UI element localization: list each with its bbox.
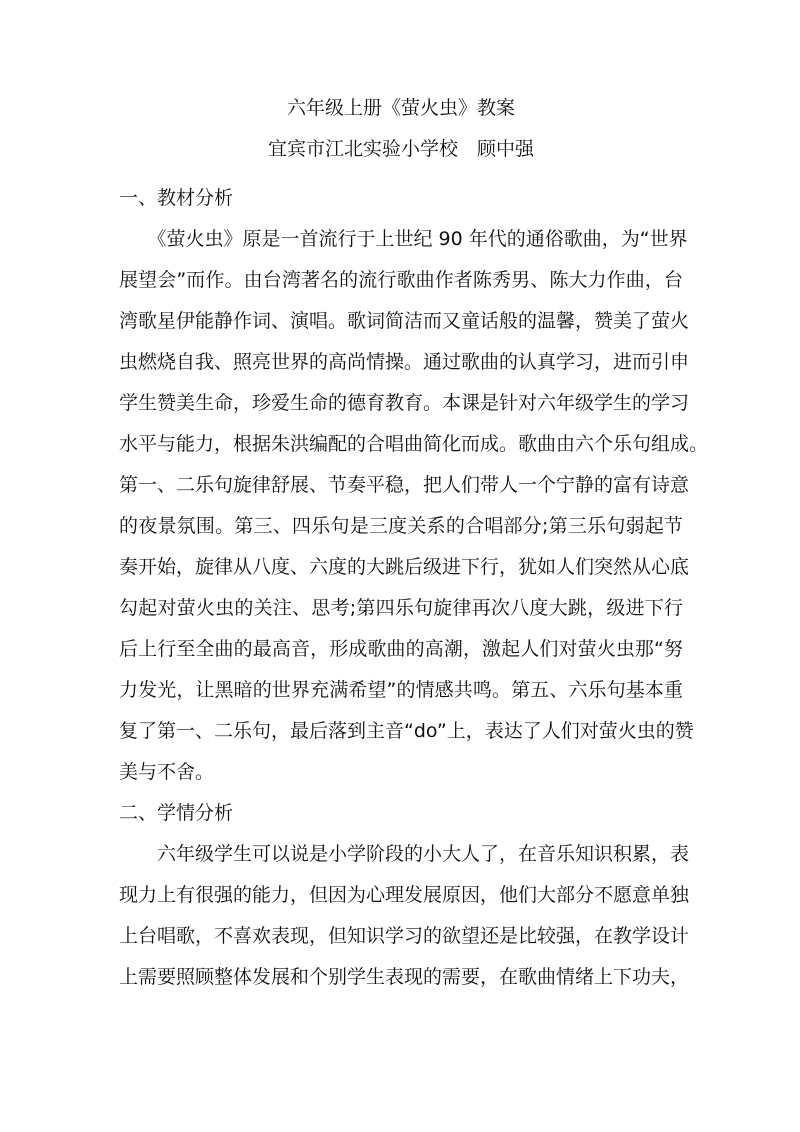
paragraph-line: 第一、二乐句旋律舒展、节奏平稳，把人们带人一个宁静的富有诗意 [119, 474, 690, 496]
paragraph-line: 《萤火虫》原是一首流行于上世纪 90 年代的通俗歌曲，为“世界 [119, 228, 688, 250]
paragraph-line: 复了第一、二乐句，最后落到主音“do”上，表达了人们对萤火虫的赞 [119, 720, 694, 742]
paragraph-line: 勾起对萤火虫的关注、思考;第四乐句旋律再次八度大跳，级进下行 [119, 597, 683, 619]
paragraph-line: 的夜景氛围。第三、四乐句是三度关系的合唱部分;第三乐句弱起节 [119, 515, 683, 537]
section-textbook-analysis [119, 178, 709, 793]
paragraph-line: 虫燃烧自我、照亮世界的高尚情操。通过歌曲的认真学习，进而引申 [119, 351, 690, 373]
paragraph-line: 湾歌星伊能静作词、演唱。歌词简洁而又童话般的温馨，赞美了萤火 [119, 310, 690, 332]
section-student-analysis [119, 793, 690, 998]
document-title: 六年级上册《萤火虫》教案 [286, 97, 515, 119]
section-paragraph [119, 834, 690, 998]
paragraph-line: 力发光，让黑暗的世界充满希望”的情感共鸣。第五、六乐句基本重 [119, 679, 683, 701]
paragraph-line: 学生赞美生命，珍爱生命的德育教育。本课是针对六年级学生的学习 [119, 392, 690, 414]
section-heading: 一、教材分析 [119, 187, 234, 209]
paragraph-line: 展望会”而作。由台湾著名的流行歌曲作者陈秀男、陈大力作曲，台 [119, 269, 683, 291]
paragraph-line: 水平与能力，根据朱洪编配的合唱曲简化而成。歌曲由六个乐句组成。 [119, 433, 709, 455]
paragraph-line: 后上行至全曲的最高音，形成歌曲的高潮，激起人们对萤火虫那“努 [119, 638, 683, 660]
paragraph-line: 上需要照顾整体发展和个别学生表现的需要，在歌曲情绪上下功夫， [119, 966, 690, 988]
paragraph-line: 现力上有很强的能力，但因为心理发展原因，他们大部分不愿意单独 [119, 884, 690, 906]
paragraph-line: 六年级学生可以说是小学阶段的小大人了，在音乐知识积累，表 [119, 843, 690, 865]
document-subtitle: 宜宾市江北实验小学校 顾中强 [267, 138, 534, 160]
section-heading: 二、学情分析 [119, 802, 234, 824]
document-page [119, 96, 709, 998]
paragraph-line: 美与不舍。 [119, 761, 215, 783]
paragraph-line: 上台唱歌，不喜欢表现，但知识学习的欲望还是比较强，在教学设计 [119, 925, 690, 947]
paragraph-line: 奏开始，旋律从八度、六度的大跳后级进下行，犹如人们突然从心底 [119, 556, 690, 578]
section-paragraph [119, 219, 709, 793]
